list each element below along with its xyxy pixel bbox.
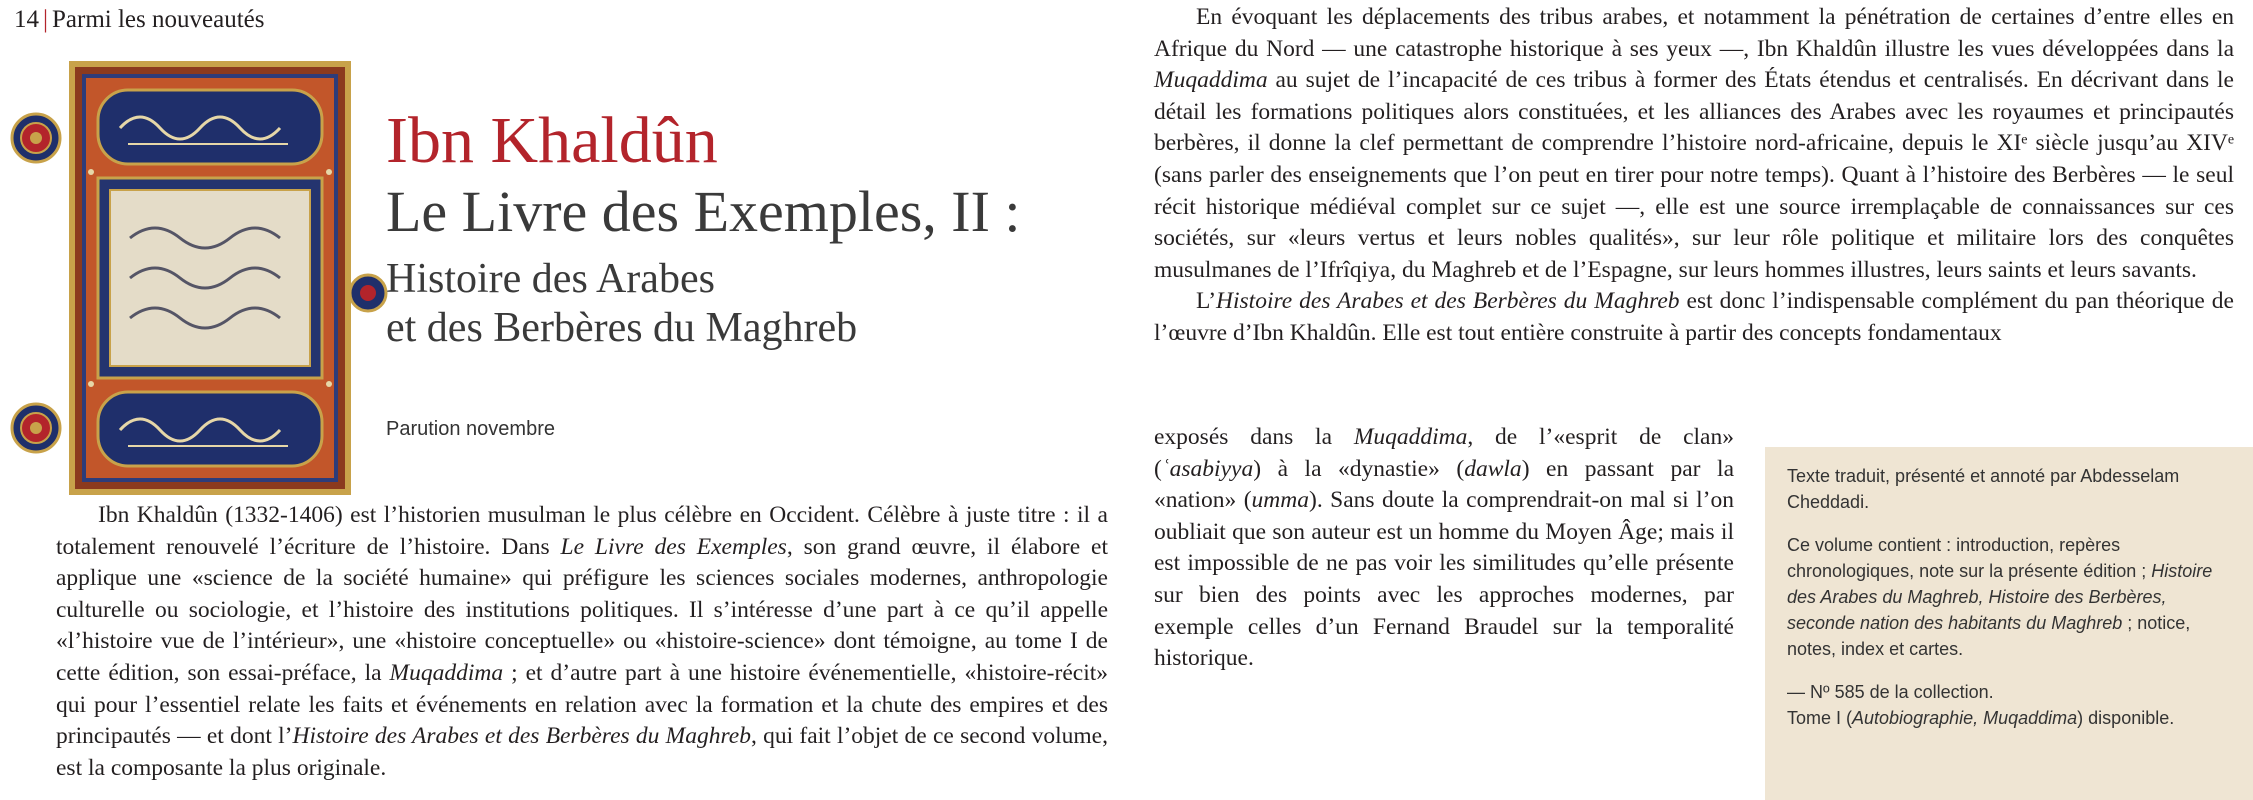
- running-header: [14, 6, 264, 34]
- title-block: [386, 104, 1146, 354]
- manuscript-illumination: [10, 58, 390, 498]
- book-subtitle: [386, 255, 1146, 354]
- translator-credit: Texte traduit, présenté et annoté par Abdesselam Cheddadi.: [1787, 466, 2180, 512]
- paragraph-intro: Ibn Khaldûn (1332-1406) est l’historien musulman le plus célèbre en Occident. Célèbre à juste titre : il a totalement renouvelé l’écriture de l’histoire. Dans Le Livre des Exemples, son grand œuvre, il élabore et applique une «science de la société humaine» qui préfigure les sciences sociales modernes, anthropologie culturelle ou sociologie, et l’histoire des institutions politiques. Il s’intéresse d’une part à ce qu’il appelle «l’histoire vue de l’intérieur», une «histoire conceptuelle» ou «histoire-science» dont témoigne, au tome I de cette édition, son essai-préface, la Muqaddima ; et d’autre part à une histoire événementielle, «histoire-récit» qui pour l’essentiel relate les faits et événements en relation avec la formation et la chute des empires et des principautés — et dont l’Histoire des Arabes et des Berbères du Maghreb, qui fait l’objet de ce second volume, est la composante la plus originale.: [56, 502, 1108, 781]
- book-title: Le Livre des Exemples, II :: [386, 179, 1021, 244]
- medallion-top-left: [12, 114, 60, 162]
- paragraph-tribes: En évoquant les déplacements des tribus arabes, et notamment la pénétration de certaines d’entre elles en Afrique du Nord — une catastrophe historique à ses yeux —, Ibn Khaldûn illustre les vues développées dans la Muqaddima au sujet de l’incapacité de ces tribus à former des États étendus et centralisés. En décrivant dans le détail les formations politiques alors constituées, et les alliances des Arabes avec les royaumes et principautés berbères, il donne la clef permettant de comprendre l’histoire nord-africaine, depuis le XIᵉ siècle jusqu’au XIVᵉ (sans parler des enseignements que l’on peut en tirer pour notre temps). Quant à l’histoire des Berbères — le seul récit historique médiéval complet sur ce sujet —, elle est une source irremplaçable de connaissances sur ces sociétés, sur «leurs vertus et leurs nobles qualités», sur leur rôle politique et militaire lors des conquêtes musulmanes de l’Ifrîqiya, du Maghreb et de l’Espagne, sur leurs hommes illustres, leurs saints et leurs savants.: [1154, 4, 2234, 283]
- header-separator: |: [43, 6, 49, 33]
- medallion-right: [350, 275, 386, 311]
- left-column: [56, 500, 1108, 784]
- right-column: [1154, 2, 2234, 350]
- author-name: Ibn Khaldûn: [386, 104, 718, 177]
- paragraph-complement: L’Histoire des Arabes et des Berbères du Maghreb est donc l’indispensable complément du pan théorique de l’œuvre d’Ibn Khaldûn. Elle est tout entière construite à partir des concepts fondamentaux: [1154, 288, 2234, 346]
- subtitle-line-2: et des Berbères du Maghreb: [386, 305, 858, 352]
- subtitle-line-1: Histoire des Arabes: [386, 255, 715, 302]
- section-name: Parmi les nouveautés: [52, 6, 265, 33]
- publication-date: Parution novembre: [386, 418, 555, 440]
- collection-number: — Nº 585 de la collection.: [1787, 682, 1994, 702]
- medallion-bottom-left: [12, 404, 60, 452]
- info-sidebox: [1765, 447, 2253, 800]
- volume-contents: Ce volume contient : introduction, repères chronologiques, note sur la présente édition ; Histoire des Arabes du Maghreb, Histoire des Berbères, seconde nation des habitants du Maghreb ; notice, notes, index et cartes.: [1787, 535, 2213, 659]
- paragraph-concepts: exposés dans la Muqaddima, de l’«esprit de clan» (ʿasabiyya) à la «dynastie» (dawla) en passant par la «nation» (umma). Sans doute la comprendrait-on mal si l’on oubliait que son auteur est un homme du Moyen Âge; mais il est impossible de ne pas voir les similitudes qu’elle présente sur bien des points avec les approches modernes, par exemple celles d’un Fernand Braudel sur la temporalité historique.: [1154, 424, 1734, 672]
- page-number: 14: [14, 6, 39, 33]
- collection-info: — Nº 585 de la collection. Tome I (Autobiographie, Muqaddima) disponible.: [1787, 682, 2175, 728]
